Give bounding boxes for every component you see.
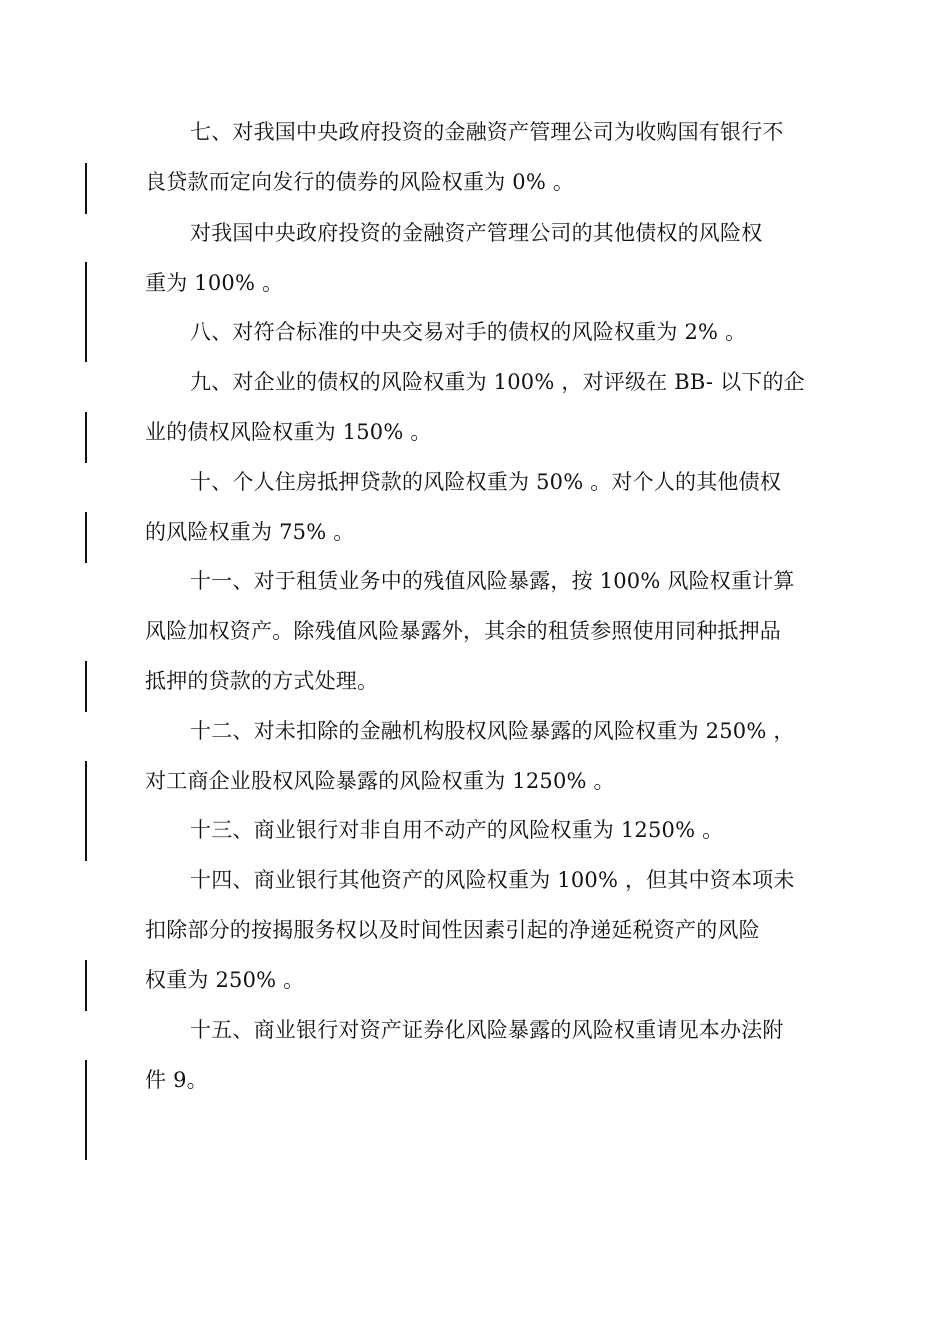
- paragraph-7-line-1: 七、对我国中央政府投资的金融资产管理公司为收购国有银行不: [190, 120, 784, 144]
- paragraph-8: 八、对符合标准的中央交易对手的债权的风险权重为 2% 。: [190, 320, 747, 344]
- paragraph-11-line-2: 风险加权资产。除残值风险暴露外，其余的租赁参照使用同种抵押品: [145, 619, 781, 643]
- paragraph-15-line-2: 件 9。: [145, 1068, 208, 1092]
- revision-bar: [85, 262, 87, 362]
- paragraph-14-line-1: 十四、商业银行其他资产的风险权重为 100% ，但其中资本项未: [190, 868, 795, 892]
- paragraph-7b-line-1: 对我国中央政府投资的金融资产管理公司的其他债权的风险权: [190, 221, 763, 245]
- revision-bar: [85, 960, 87, 1011]
- paragraph-9-line-1: 九、对企业的债权的风险权重为 100% ，对评级在 BB- 以下的企: [190, 370, 805, 394]
- paragraph-12-line-1: 十二、对未扣除的金融机构股权风险暴露的风险权重为 250% ，: [190, 719, 795, 743]
- revision-bar: [85, 661, 87, 712]
- paragraph-10-line-2: 的风险权重为 75% 。: [145, 520, 355, 544]
- paragraph-11-line-3: 抵押的贷款的方式处理。: [145, 669, 379, 693]
- revision-bar: [85, 512, 87, 563]
- paragraph-14-line-3: 权重为 250% 。: [145, 968, 305, 992]
- revision-bar: [85, 163, 87, 214]
- paragraph-12-line-2: 对工商企业股权风险暴露的风险权重为 1250% 。: [145, 769, 615, 793]
- revision-bar: [85, 761, 87, 861]
- paragraph-14-line-2: 扣除部分的按揭服务权以及时间性因素引起的净递延税资产的风险: [145, 918, 760, 942]
- paragraph-10-line-1: 十、个人住房抵押贷款的风险权重为 50% 。对个人的其他债权: [190, 470, 782, 494]
- paragraph-15-line-1: 十五、商业银行对资产证券化风险暴露的风险权重请见本办法附: [190, 1018, 784, 1042]
- revision-bar: [85, 1060, 87, 1160]
- revision-bar: [85, 412, 87, 463]
- paragraph-7-line-2: 良贷款而定向发行的债券的风险权重为 0% 。: [145, 170, 575, 194]
- paragraph-7b-line-2: 重为 100% 。: [145, 271, 284, 295]
- paragraph-13: 十三、商业银行对非自用不动产的风险权重为 1250% 。: [190, 818, 724, 842]
- paragraph-9-line-2: 业的债权风险权重为 150% 。: [145, 420, 432, 444]
- paragraph-11-line-1: 十一、对于租赁业务中的残值风险暴露，按 100% 风险权重计算: [190, 569, 795, 593]
